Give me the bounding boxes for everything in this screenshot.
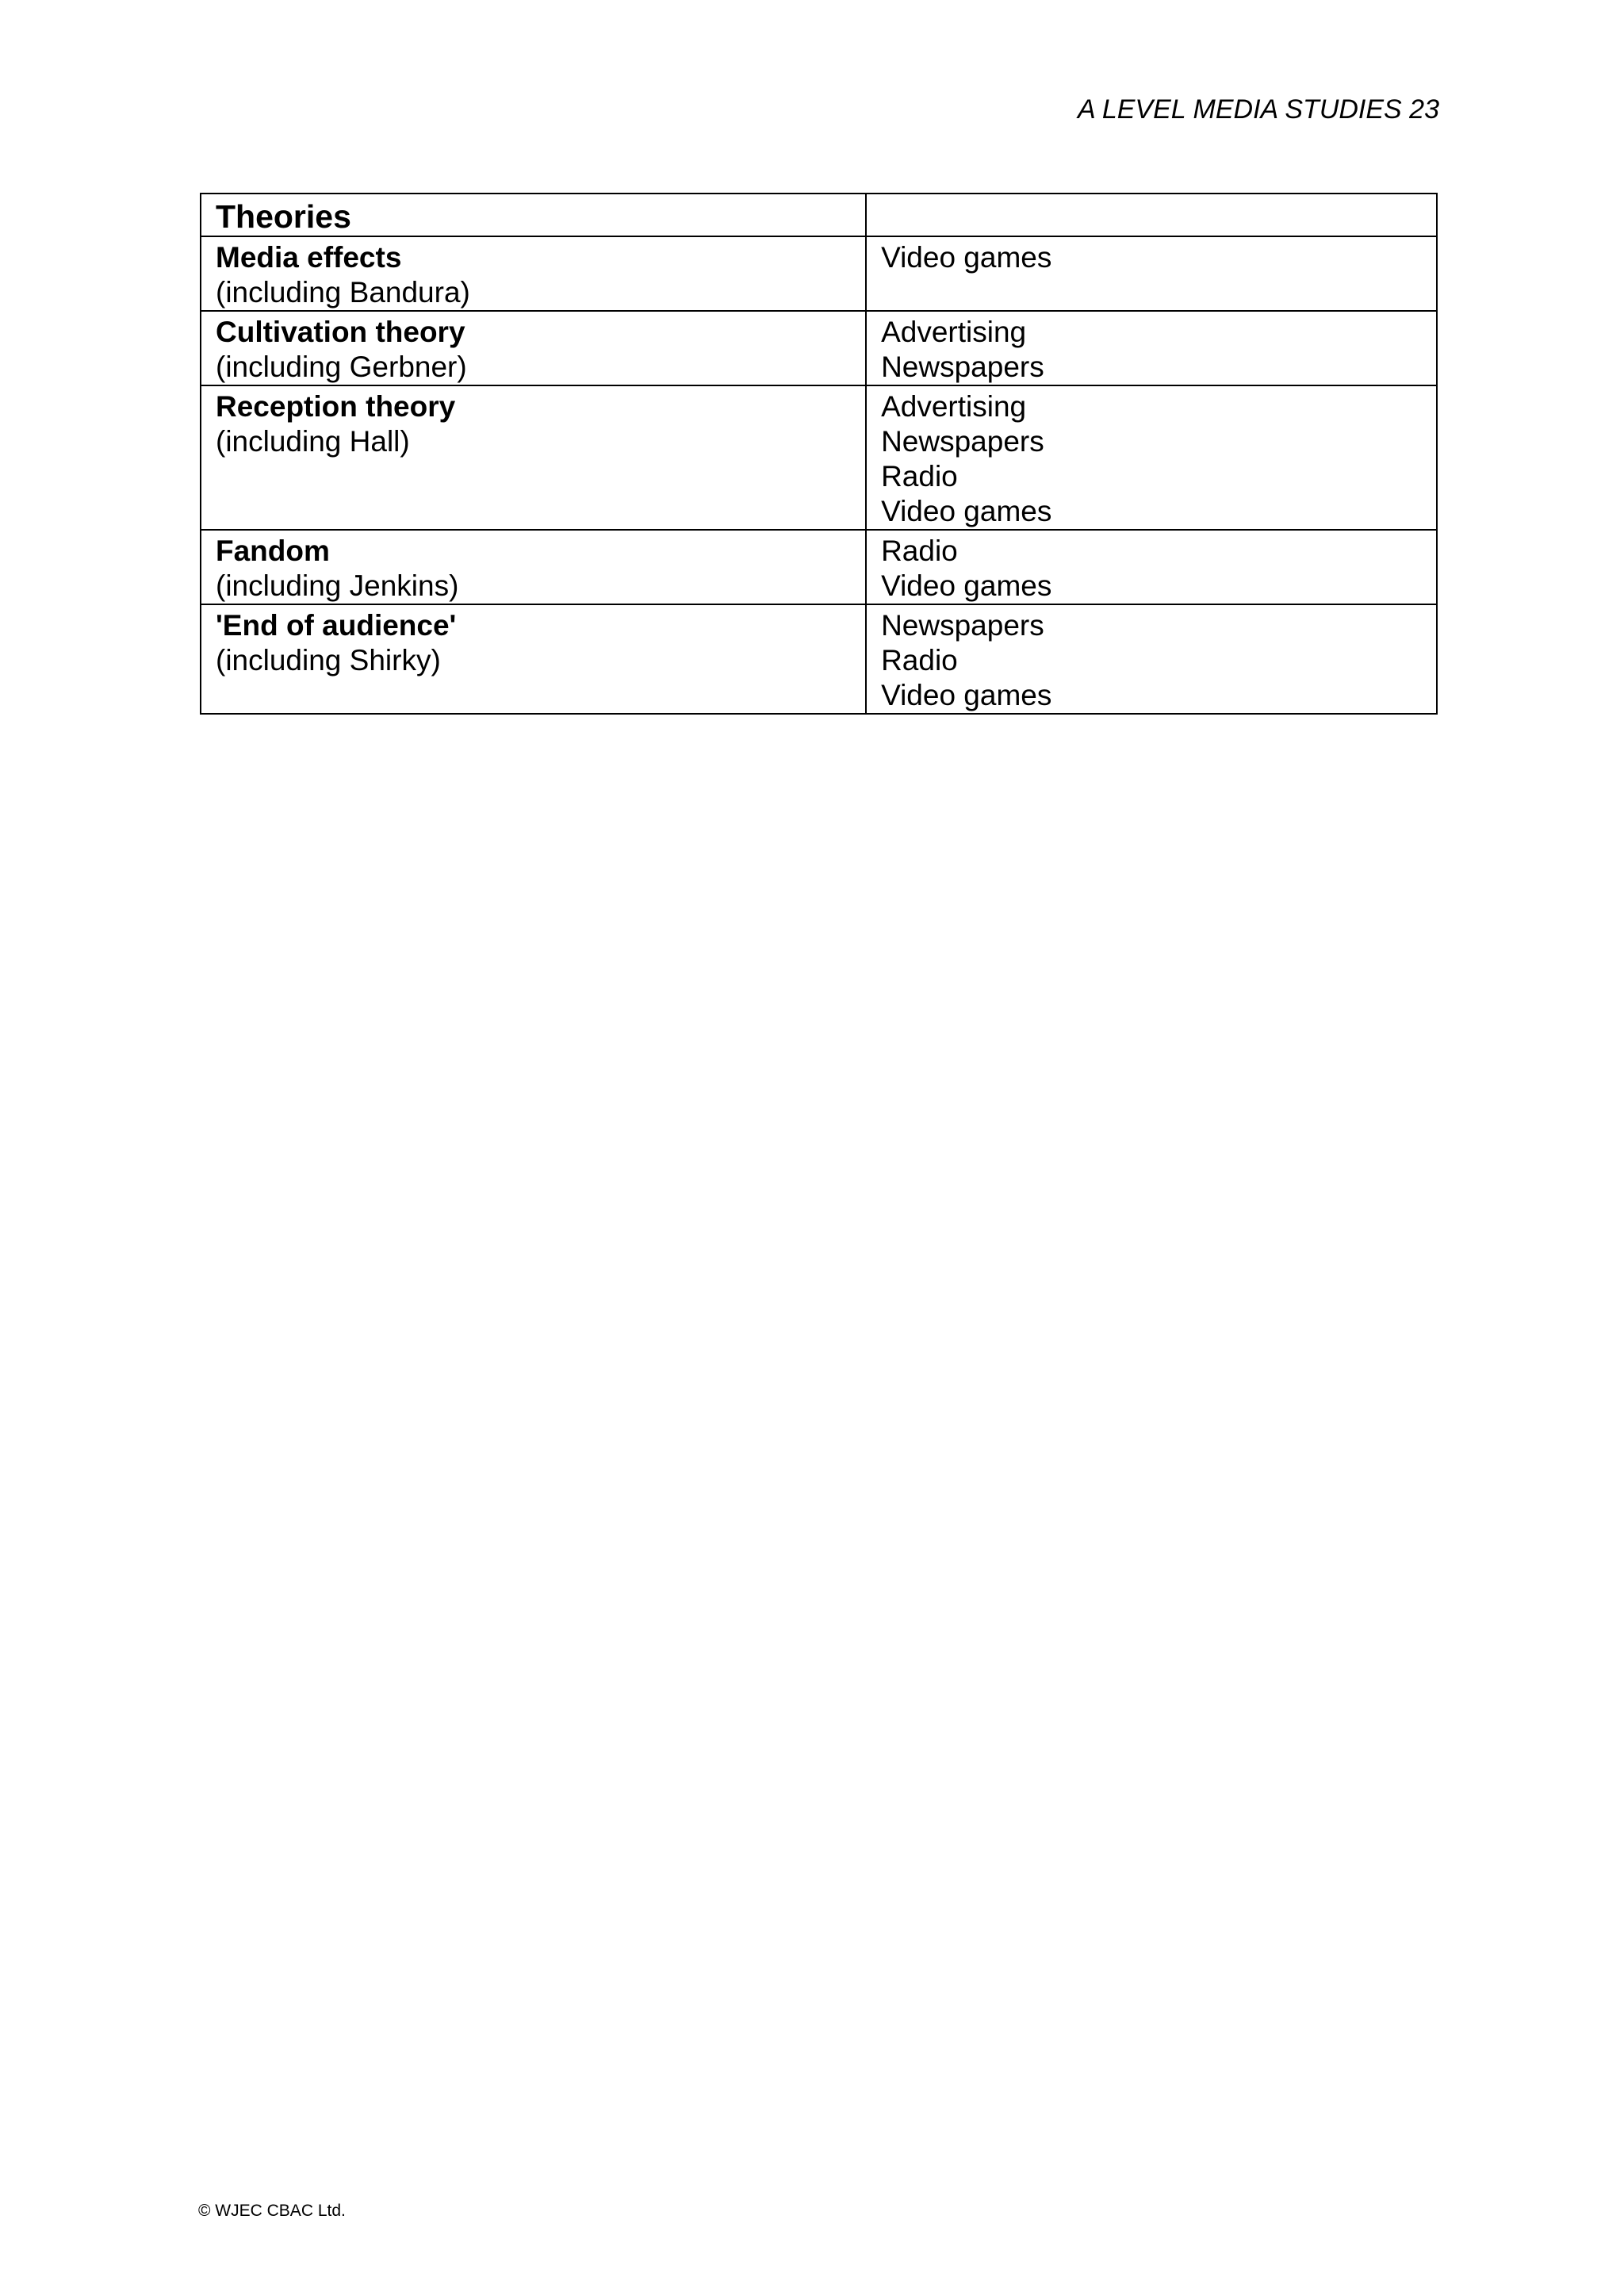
theory-note: (including Shirky)	[216, 644, 441, 677]
theory-name: Media effects	[216, 241, 402, 274]
theory-note: (including Bandura)	[216, 276, 470, 309]
media-item: Advertising	[881, 316, 1027, 348]
theory-cell	[201, 530, 866, 604]
copyright-notice: © WJEC CBAC Ltd.	[198, 2202, 346, 2220]
theory-cell	[201, 385, 866, 530]
media-item: Newspapers	[881, 609, 1044, 642]
media-item: Newspapers	[881, 351, 1044, 383]
media-item: Radio	[881, 460, 958, 493]
theory-note: (including Hall)	[216, 425, 410, 458]
table-heading: Theories	[216, 198, 351, 235]
theory-cell	[201, 311, 866, 385]
theory-name: 'End of audience'	[216, 609, 457, 642]
table-row	[201, 604, 1437, 714]
media-cell	[866, 530, 1437, 604]
table-row	[201, 236, 1437, 311]
table-row	[201, 530, 1437, 604]
theory-note: (including Jenkins)	[216, 569, 459, 602]
media-item: Radio	[881, 644, 958, 677]
header-cell-media	[866, 194, 1437, 236]
table-row	[201, 311, 1437, 385]
media-cell	[866, 311, 1437, 385]
media-cell	[866, 604, 1437, 714]
media-cell	[866, 385, 1437, 530]
theories-table	[200, 193, 1438, 715]
media-cell	[866, 236, 1437, 311]
table-header-row	[201, 194, 1437, 236]
theory-cell	[201, 604, 866, 714]
running-header: A LEVEL MEDIA STUDIES 23	[1077, 94, 1439, 125]
header-cell-theories	[201, 194, 866, 236]
media-item: Video games	[881, 569, 1052, 602]
media-item: Video games	[881, 495, 1052, 527]
theory-cell	[201, 236, 866, 311]
theory-name: Cultivation theory	[216, 316, 465, 348]
media-item: Video games	[881, 241, 1052, 274]
table-row	[201, 385, 1437, 530]
media-item: Advertising	[881, 390, 1027, 423]
media-item: Video games	[881, 679, 1052, 711]
media-item: Radio	[881, 535, 958, 567]
theory-name: Fandom	[216, 535, 330, 567]
theory-note: (including Gerbner)	[216, 351, 467, 383]
theory-name: Reception theory	[216, 390, 456, 423]
media-item: Newspapers	[881, 425, 1044, 458]
